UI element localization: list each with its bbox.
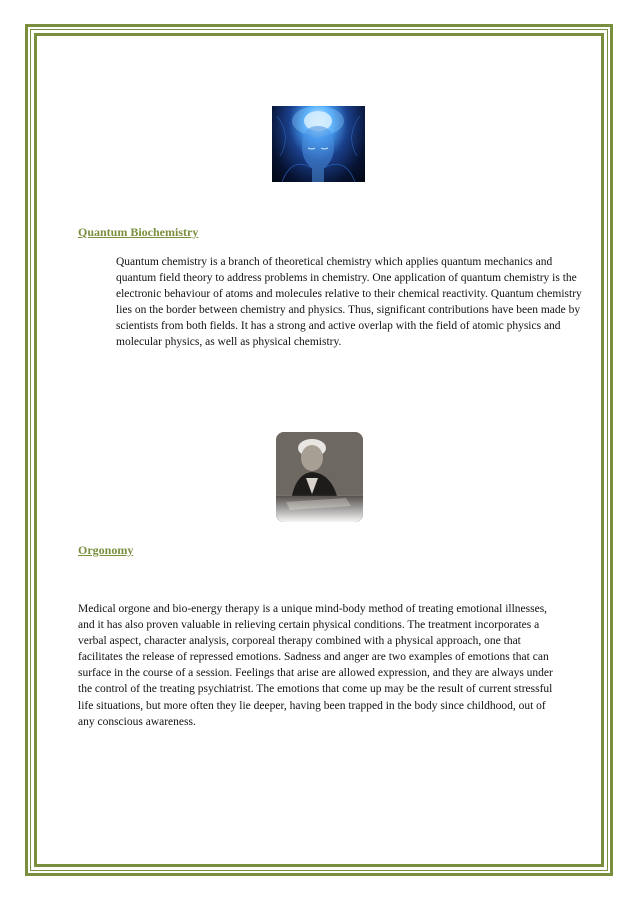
glowing-digital-head-image (272, 106, 365, 182)
portrait-graphic (276, 432, 363, 522)
section-heading-quantum-biochemistry: Quantum Biochemistry (78, 225, 199, 239)
digital-head-graphic (272, 106, 365, 182)
section-body-orgonomy: Medical orgone and bio-energy therapy is a unique mind-body method of treating emotional illnesses, and it has also proven valuable in relieving certain physical conditions. The treatment incorporates a verbal aspect, character analysis, corporeal therapy combined with a physical approach, one that facilitates the release of repressed emotions. Sadness and anger are two examples of emotions that can surface in the course of a session. Feelings that arise are allowed expression, and they are always under the control of the treating psychiatrist. The emotions that come up may be the result of current stressful life situations, but more often they lie deeper, having been trapped in the body since childhood, out of any conscious awareness. (78, 603, 553, 728)
portrait-photo-image (276, 432, 363, 522)
section-body-quantum-biochemistry: Quantum chemistry is a branch of theoretical chemistry which applies quantum mechanics and quantum field theory to address problems in chemistry. One application of quantum chemistry is the electronic behaviour of atoms and molecules relative to their chemical reactivity. Quantum chemistry lies on the border between chemistry and physics. Thus, significant contributions have been made by scientists from both fields. It has a strong and active overlap with the field of atomic physics and molecular physics, as well as physical chemistry. (116, 256, 582, 349)
section-heading-orgonomy: Orgonomy (78, 543, 134, 557)
